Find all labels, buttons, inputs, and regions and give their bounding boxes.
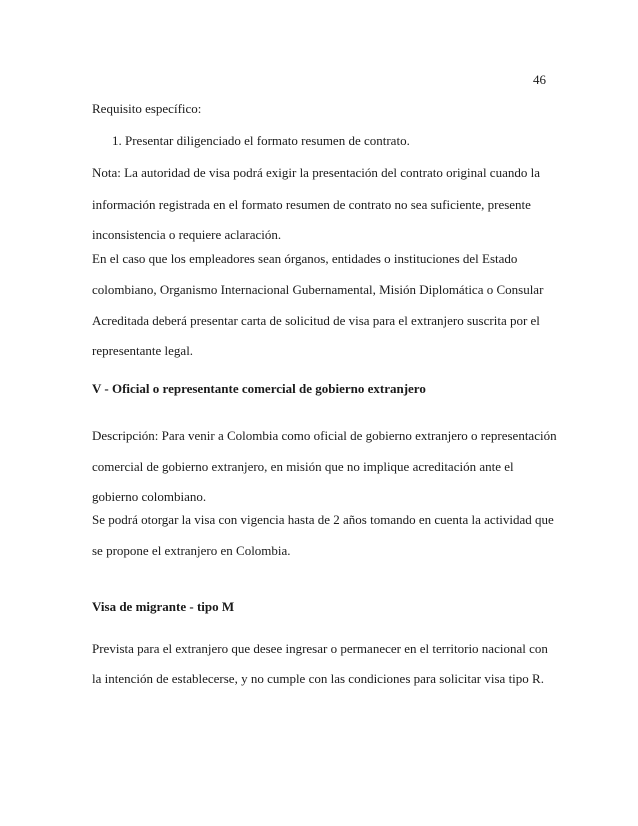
section-v-description-line: gobierno colombiano. xyxy=(92,489,207,504)
note-line: Nota: La autoridad de visa podrá exigir la presentación del contrato original cuando la xyxy=(92,165,540,180)
employer-line: colombiano, Organismo Internacional Gubernamental, Misión Diplomática o Consular xyxy=(92,282,544,297)
requirement-heading: Requisito específico: xyxy=(92,101,202,116)
section-m-title: Visa de migrante - tipo M xyxy=(92,599,235,614)
employer-line: En el caso que los empleadores sean órganos, entidades o instituciones del Estado xyxy=(92,251,518,266)
section-v-description-line: comercial de gobierno extranjero, en misión que no implique acreditación ante el xyxy=(92,459,514,474)
note-line: información registrada en el formato resumen de contrato no sea suficiente, presente xyxy=(92,197,531,212)
section-m-description-line: Prevista para el extranjero que desee ingresar o permanecer en el territorio nacional con xyxy=(92,641,548,656)
section-m-description-line: la intención de establecerse, y no cumple con las condiciones para solicitar visa tipo R. xyxy=(92,671,544,686)
requirement-item-1: 1. Presentar diligenciado el formato resumen de contrato. xyxy=(112,133,410,148)
page-number: 46 xyxy=(533,72,546,87)
section-v-description-line: Descripción: Para venir a Colombia como oficial de gobierno extranjero o representación xyxy=(92,428,557,443)
note-line: inconsistencia o requiere aclaración. xyxy=(92,227,282,242)
section-v-validity-line: Se podrá otorgar la visa con vigencia hasta de 2 años tomando en cuenta la actividad que xyxy=(92,512,554,527)
employer-line: Acreditada deberá presentar carta de solicitud de visa para el extranjero suscrita por el xyxy=(92,313,540,328)
employer-line: representante legal. xyxy=(92,343,194,358)
section-v-title: V - Oficial o representante comercial de gobierno extranjero xyxy=(92,381,426,396)
section-v-validity-line: se propone el extranjero en Colombia. xyxy=(92,543,291,558)
